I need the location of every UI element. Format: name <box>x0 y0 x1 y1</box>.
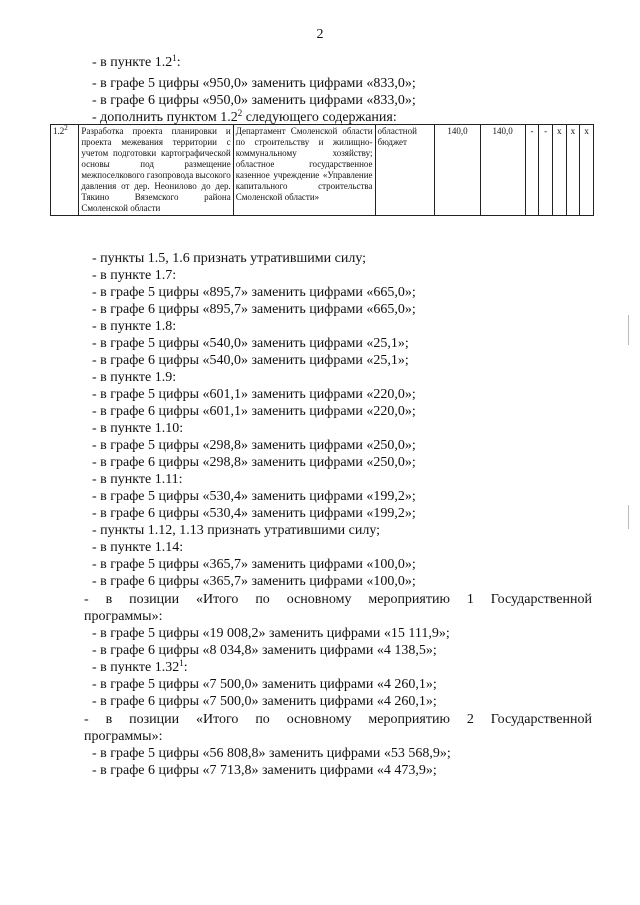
text-line: - в графе 5 цифры «530,4» заменить цифрами «199,2»; <box>92 489 416 504</box>
text-line: - в графе 5 цифры «56 808,8» заменить цифрами «53 568,9»; <box>92 746 451 761</box>
text-line: - в позиции «Итого по основному мероприятию 2 Государственной <box>84 712 592 727</box>
column-11-cell: х <box>580 125 594 216</box>
column-9-cell: х <box>552 125 566 216</box>
text-line: - дополнить пунктом $1.2^2$ следующего содержания: <box>92 108 397 125</box>
column-5-cell: 140,0 <box>435 125 480 216</box>
text-line: программы»: <box>84 609 163 624</box>
text-line: - в графе 6 цифры «950,0» заменить цифрами «833,0»; <box>92 93 416 108</box>
text-line: - пункты 1.5, 1.6 признать утратившими силу; <box>92 251 367 266</box>
scan-artifact <box>628 315 629 345</box>
text-line: - в графе 6 цифры «895,7» заменить цифрами «665,0»; <box>92 302 416 317</box>
text-line: - в графе 6 цифры «7 500,0» заменить цифрами «4 260,1»; <box>92 694 437 709</box>
text-line: - в графе 5 цифры «7 500,0» заменить цифрами «4 260,1»; <box>92 677 437 692</box>
text-line: - в графе 5 цифры «601,1» заменить цифрами «220,0»; <box>92 387 416 402</box>
item-number-cell: $1.2^2$ <box>51 125 79 216</box>
text-line: - в графе 6 цифры «540,0» заменить цифрами «25,1»; <box>92 353 409 368</box>
text-line: - в пункте 1.11: <box>92 472 183 487</box>
text-line: программы»: <box>84 729 163 744</box>
column-7-cell: - <box>525 125 539 216</box>
text-line: - в графе 5 цифры «19 008,2» заменить цифрами «15 111,9»; <box>92 626 450 641</box>
text-line: - в пункте 1.14: <box>92 540 184 555</box>
text-line: - пункты 1.12, 1.13 признать утратившими силу; <box>92 523 381 538</box>
inserted-item-table <box>50 124 594 216</box>
text-line: - в графе 6 цифры «530,4» заменить цифрами «199,2»; <box>92 506 416 521</box>
text-line: - в пункте 1.10: <box>92 421 184 436</box>
text-line: - в графе 5 цифры «298,8» заменить цифрами «250,0»; <box>92 438 416 453</box>
text-line: - в позиции «Итого по основному мероприятию 1 Государственной <box>84 592 592 607</box>
text-line: - в графе 5 цифры «895,7» заменить цифрами «665,0»; <box>92 285 416 300</box>
text-line: - в графе 6 цифры «298,8» заменить цифрами «250,0»; <box>92 455 416 470</box>
item-name-cell: Разработка проекта планировки и проекта межевания территории с учетом подготовки картографической основы под размещение межпоселкового газопровода высокого давления от дер. Неонилово до дер. Тякино Вяземского района Смоленской области <box>79 125 233 216</box>
text-line: - в графе 6 цифры «8 034,8» заменить цифрами «4 138,5»; <box>92 643 437 658</box>
text-line: - в графе 6 цифры «365,7» заменить цифрами «100,0»; <box>92 574 416 589</box>
text-line: - в графе 5 цифры «540,0» заменить цифрами «25,1»; <box>92 336 409 351</box>
text-line: - в графе 5 цифры «950,0» заменить цифрами «833,0»; <box>92 76 416 91</box>
executor-cell: Департамент Смоленской области по строительству и жилищно-коммунальному хозяйству; областное государственное казенное учреждение «Управление капитального строительства Смоленской области» <box>233 125 375 216</box>
funding-source-cell: областной бюджет <box>375 125 435 216</box>
column-10-cell: х <box>566 125 580 216</box>
text-line: - в пункте 1.9: <box>92 370 177 385</box>
table-row <box>51 125 594 216</box>
scan-artifact <box>628 505 629 529</box>
text-line: - в пункте $1.2^1$: <box>92 53 181 70</box>
page-number: 2 <box>316 27 324 42</box>
text-line: - в пункте 1.32$^1$: <box>92 658 188 675</box>
text-line: - в графе 6 цифры «7 713,8» заменить цифрами «4 473,9»; <box>92 763 437 778</box>
text-line: - в графе 5 цифры «365,7» заменить цифрами «100,0»; <box>92 557 416 572</box>
text-line: - в пункте 1.8: <box>92 319 177 334</box>
text-line: - в графе 6 цифры «601,1» заменить цифрами «220,0»; <box>92 404 416 419</box>
column-8-cell: - <box>539 125 553 216</box>
text-line: - в пункте 1.7: <box>92 268 177 283</box>
column-6-cell: 140,0 <box>480 125 525 216</box>
